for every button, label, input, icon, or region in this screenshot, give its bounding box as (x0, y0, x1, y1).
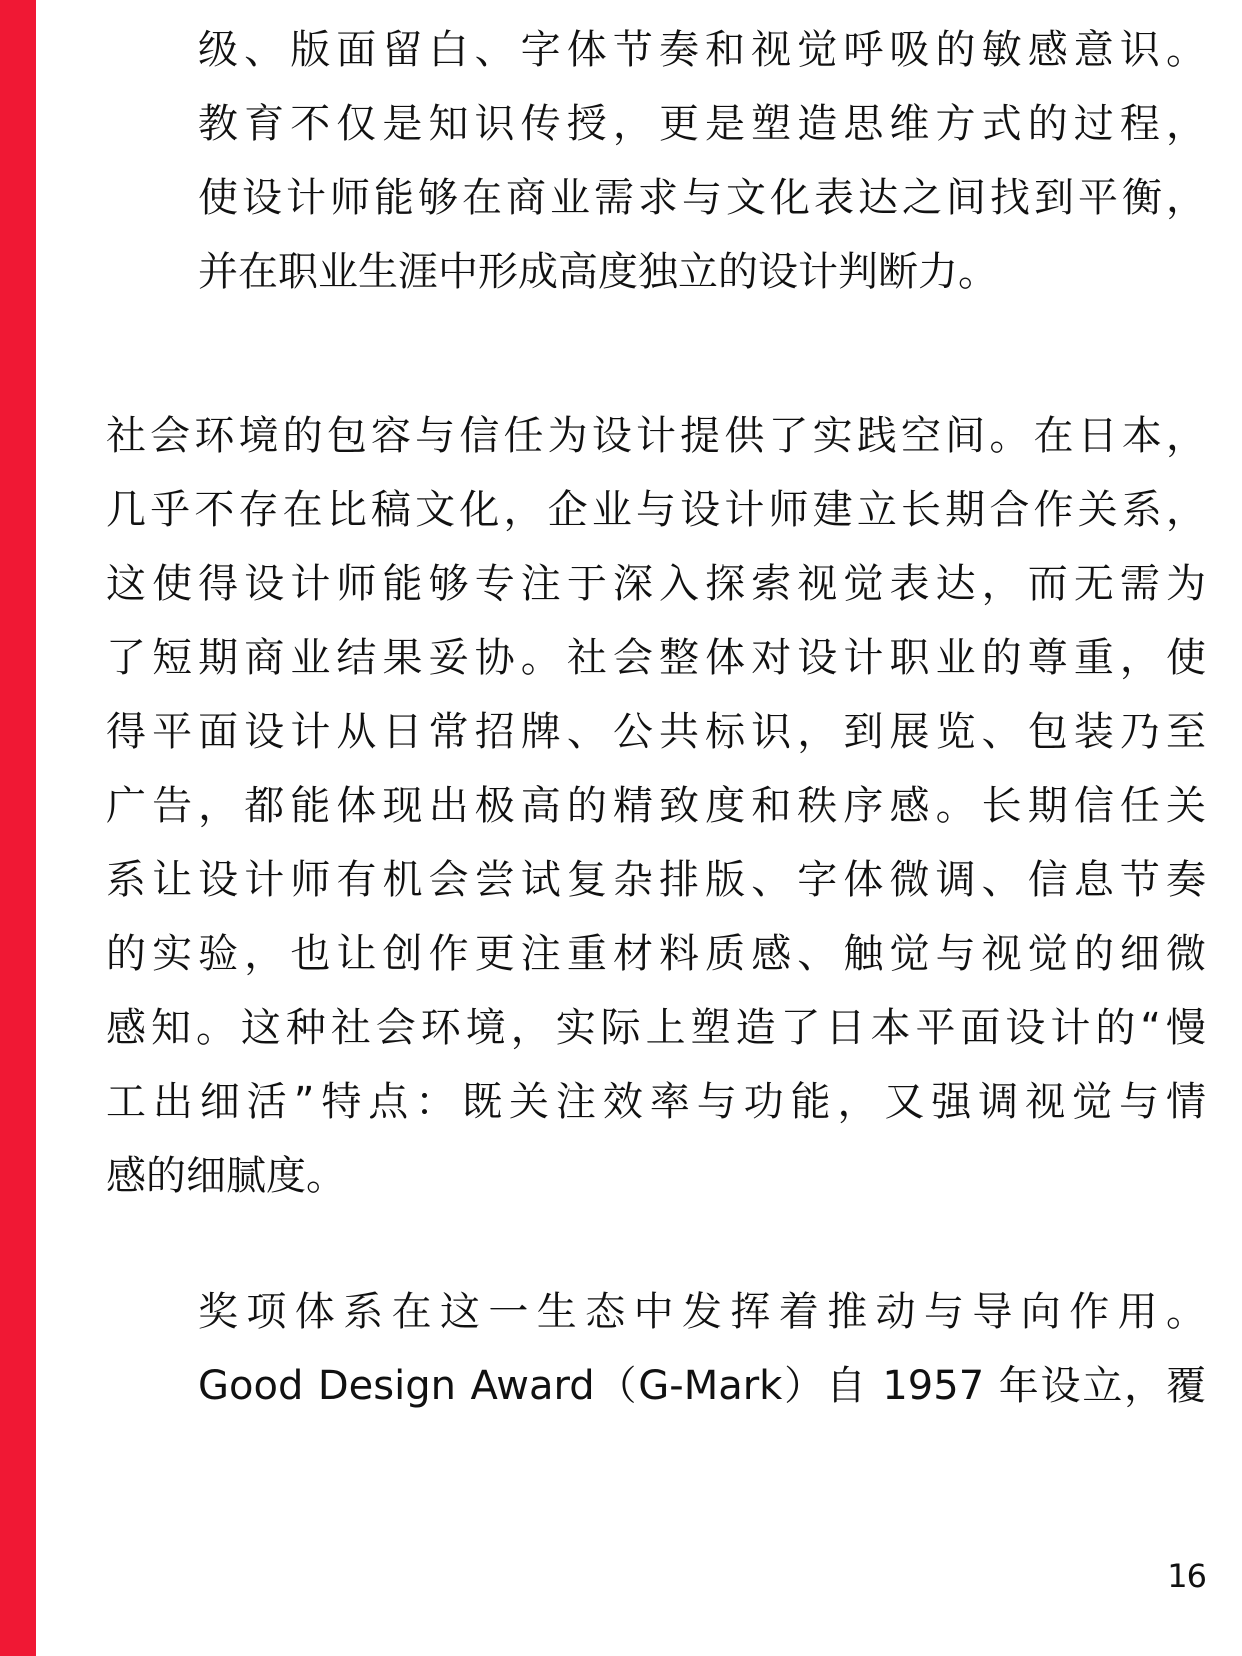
paragraph-education (106, 13, 1206, 309)
paragraph-social-environment (106, 399, 1206, 1213)
text-line: 广告，都能体现出极高的精致度和秩序感。长期信任关 (106, 783, 1206, 829)
text-line: 使设计师能够在商业需求与文化表达之间找到平衡， (198, 175, 1206, 221)
red-edge-bar (0, 0, 36, 1656)
text-line: 社会环境的包容与信任为设计提供了实践空间。在日本， (106, 413, 1206, 459)
text-line: 系让设计师有机会尝试复杂排版、字体微调、信息节奏 (106, 857, 1206, 903)
paragraph-award-system (106, 1275, 1206, 1423)
text-line: Good Design Award（G-Mark）自 1957 年设立，覆 (198, 1363, 1206, 1409)
page-number: 16 (1167, 1557, 1206, 1595)
text-line: 得平面设计从日常招牌、公共标识，到展览、包装乃至 (106, 709, 1206, 755)
text-line: 教育不仅是知识传授，更是塑造思维方式的过程， (198, 101, 1206, 147)
text-line: 工出细活”特点：既关注效率与功能，又强调视觉与情 (106, 1079, 1206, 1125)
text-line: 了短期商业结果妥协。社会整体对设计职业的尊重，使 (106, 635, 1206, 681)
text-line: 几乎不存在比稿文化，企业与设计师建立长期合作关系， (106, 487, 1206, 533)
text-line: 感知。这种社会环境，实际上塑造了日本平面设计的“慢 (106, 1005, 1206, 1051)
text-line: 这使得设计师能够专注于深入探索视觉表达，而无需为 (106, 561, 1206, 607)
text-line: 的实验，也让创作更注重材料质感、触觉与视觉的细微 (106, 931, 1206, 977)
text-line: 感的细腻度。 (106, 1153, 346, 1199)
text-line: 奖项体系在这一生态中发挥着推动与导向作用。 (198, 1289, 1206, 1335)
text-line: 并在职业生涯中形成高度独立的设计判断力。 (198, 249, 998, 295)
text-line: 级、版面留白、字体节奏和视觉呼吸的敏感意识。 (198, 27, 1206, 73)
